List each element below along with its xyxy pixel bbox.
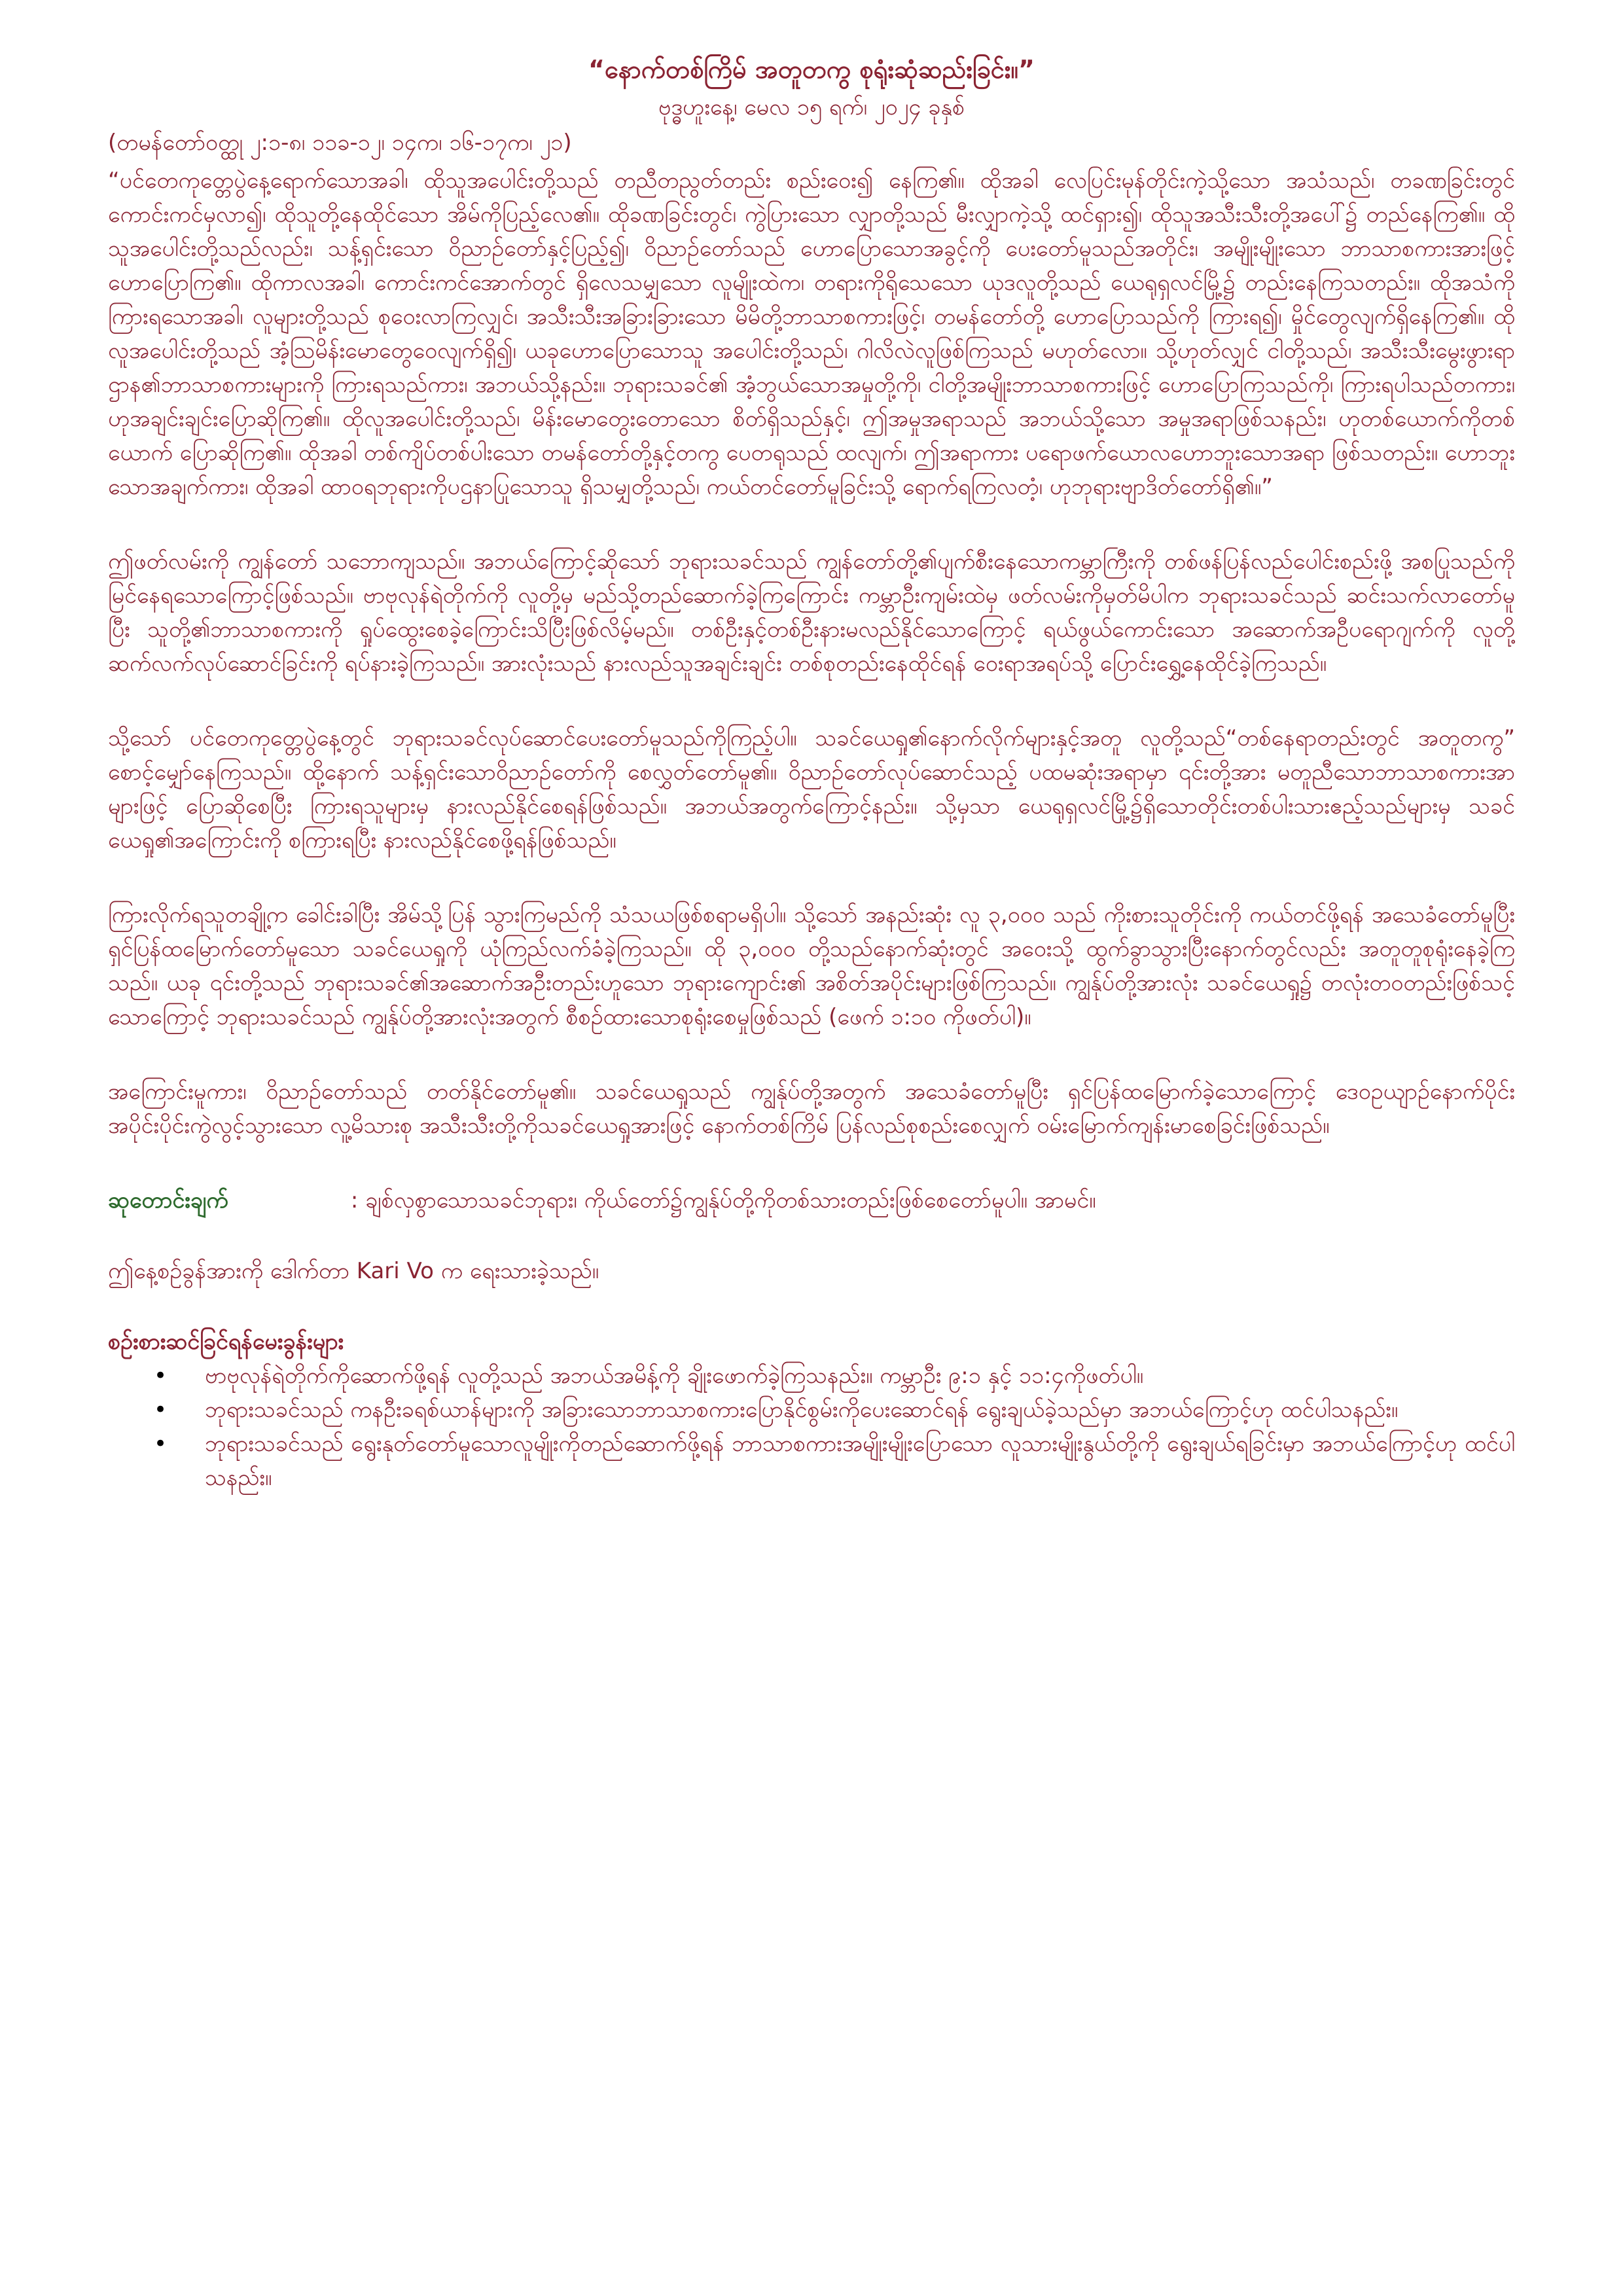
question-text: ဗာဗုလုန်ရဲတိုက်ကိုဆောက်ဖို့ရန် လူတို့သည် အဘယ်အမိန့်ကို ချိုးဖောက်ခဲ့ကြသနည်း။ ကမ္ဘာဦး ၉:၁ နှင့် ၁၁:၄ကိုဖတ်ပါ။ (205, 1363, 1144, 1389)
question-item (154, 1393, 1515, 1427)
prayer-text: : ချစ်လှစွာသောသခင်ဘုရား၊ ကိုယ်တော်၌ကျွန်ုပ်တို့ကိုတစ်သားတည်းဖြစ်စေတော်မူပါ။ အာမင်။ (350, 1187, 1096, 1213)
reflection-paragraph-4: အကြောင်းမူကား၊ ဝိညာဉ်တော်သည် တတ်နိုင်တော်မူ၏။ သခင်ယေရှုသည် ကျွန်ုပ်တို့အတွက် အသေခံတော်မူပြီး ရှင်ပြန်ထမြောက်ခဲ့သောကြောင့် ဒေဝဥယျာဉ်နောက်ပိုင်း အပိုင်းပိုင်းကွဲလွင့်သွားသော လူ့မိသားစု အသီးသီးတို့ကိုသခင်ယေရှုအားဖြင့် နောက်တစ်ကြိမ် ပြန်လည်စုစည်းစေလျှက် ဝမ်းမြောက်ကျန်းမာစေခြင်းဖြစ်သည်။ (108, 1079, 1515, 1139)
bullet-icon: • (154, 1431, 168, 1457)
scripture-quote: “ပင်တေကုတ္တေပွဲနေ့ရောက်သောအခါ၊ ထိုသူအပေါင်းတို့သည် တညီတညွတ်တည်း စည်းဝေး၍ နေကြ၏။ ထိုအခါ လေပြင်းမုန်တိုင်းကဲ့သို့သော အသံသည်၊ တခဏခြင်းတွင် ကောင်းကင်မှလာ၍၊ ထိုသူတို့နေထိုင်သော အိမ်ကိုပြည့်လေ၏။ ထိုခဏခြင်းတွင်၊ ကွဲပြားသော လျှာတို့သည် မီးလျှာကဲ့သို့ ထင်ရှား၍၊ ထိုသူအသီးသီးတို့အပေါ်၌ တည်နေကြ၏။ ထိုသူအပေါင်းတို့သည်လည်း၊ သန့်ရှင်းသော ဝိညာဉ်တော်နှင့်ပြည့်၍၊ ဝိညာဉ်တော်သည် ဟောပြောသောအခွင့်ကို ပေးတော်မူသည်အတိုင်း၊ အမျိုးမျိုးသော ဘာသာစကားအားဖြင့် ဟောပြောကြ၏။ ထိုကာလအခါ၊ ကောင်းကင်အောက်တွင် ရှိလေသမျှသော လူမျိုးထဲက၊ တရားကိုရိုသေသော ယုဒလူတို့သည် ယေရုရှလင်မြို့၌ တည်းနေကြသတည်း။ ထိုအသံကို ကြားရသောအခါ၊ လူများတို့သည် စုဝေးလာကြလျှင်၊ အသီးသီးအခြားခြားသော မိမိတို့ဘာသာစကားဖြင့်၊ တမန်တော်တို့ ဟောပြောသည်ကို ကြားရ၍၊ မှိုင်တွေလျက်ရှိနေကြ၏။ ထိုလူအပေါင်းတို့သည် အံ့သြမိန်းမောတွေဝေလျက်ရှိ၍၊ ယခုဟောပြောသောသူ အပေါင်းတို့သည်၊ ဂါလိလဲလူဖြစ်ကြသည် မဟုတ်လော။ သို့ဟုတ်လျှင် ငါတို့သည်၊ အသီးသီးမွေးဖွားရာဌာန၏ဘာသာစကားများကို ကြားရသည်ကား၊ အဘယ်သို့နည်း။ ဘုရားသခင်၏ အံ့ဘွယ်သောအမှုတို့ကို၊ ငါတို့အမျိုးဘာသာစကားဖြင့် ဟောပြောကြသည်ကို၊ ကြားရပါသည်တကား၊ ဟုအချင်းချင်းပြောဆိုကြ၏။ ထိုလူအပေါင်းတို့သည်၊ မိန်းမောတွေးတောသော စိတ်ရှိသည်နှင့်၊ ဤအမှုအရာသည် အဘယ်သို့သော အမှုအရာဖြစ်သနည်း၊ ဟုတစ်ယောက်ကိုတစ်ယောက် ပြောဆိုကြ၏။ ထိုအခါ တစ်ကျိပ်တစ်ပါးသော တမန်တော်တို့နှင့်တကွ ပေတရုသည် ထလျက်၊ ဤအရာကား ပရောဖက်ယောလဟောဘူးသောအရာ ဖြစ်သတည်း။ ဟောဘူးသောအချက်ကား၊ ထိုအခါ ထာဝရဘုရားကိုပဌနာပြုသောသူ ရှိသမျှတို့သည်၊ ကယ်တင်တော်မူခြင်းသို့ ရောက်ရကြလတံ့၊ ဟုဘုရားဗျာဒိတ်တော်ရှိ၏။” (108, 168, 1515, 500)
bullet-icon: • (154, 1397, 168, 1423)
prayer-label: ဆုတောင်းချက် (108, 1187, 228, 1213)
questions-list (108, 1359, 1515, 1495)
scripture-reference: (တမန်တော်ဝတ္ထု ၂:၁-၈၊ ၁၁ခ-၁၂၊ ၁၄က၊ ၁၆-၁၇က၊ ၂၁) (108, 130, 572, 156)
question-text: ဘုရားသခင်သည် ကနဦးခရစ်ယာန်များကို အခြားသောဘာသာစကားပြောနိုင်စွမ်းကိုပေးဆောင်ရန် ရွေးချယ်ခဲ့သည်မှာ အဘယ်ကြောင့်ဟု ထင်ပါသနည်း။ (205, 1397, 1399, 1423)
prayer-section (108, 1183, 1515, 1217)
reflection-paragraph-1: ဤဖတ်လမ်းကို ကျွန်တော် သဘောကျသည်။ အဘယ်ကြောင့်ဆိုသော် ဘုရားသခင်သည် ကျွန်တော်တို့၏ပျက်စီးနေသောကမ္ဘာကြီးကို တစ်ဖန်ပြန်လည်ပေါင်းစည်းဖို့ အစပြုသည်ကို မြင်နေရသောကြောင့်ဖြစ်သည်။ ဗာဗုလုန်ရဲတိုက်ကို လူတို့မှ မည်သို့တည်ဆောက်ခဲ့ကြကြောင်း ကမ္ဘာဦးကျမ်းထဲမှ ဖတ်လမ်းကိုမှတ်မိပါက ဘုရားသခင်သည် ဆင်းသက်လာတော်မူပြီး သူတို့၏ဘာသာစကားကို ရှုပ်ထွေးစေခဲ့ကြောင်းသိပြီးဖြစ်လိမ့်မည်။ တစ်ဦးနှင့်တစ်ဦးနားမလည်နိုင်သောကြောင့် ရယ်ဖွယ်ကောင်းသော အဆောက်အဦပရောဂျက်ကို လူတို့ဆက်လက်လုပ်ဆောင်ခြင်းကို ရပ်နားခဲ့ကြသည်။ အားလုံးသည် နားလည်သူအချင်းချင်း တစ်စုတည်းနေထိုင်ရန် ဝေးရာအရပ်သို့ ပြောင်းရွှေ့နေထိုင်ခဲ့ကြသည်။ (108, 548, 1515, 677)
questions-heading: စဉ်းစားဆင်ခြင်ရန်မေးခွန်းများ (108, 1329, 344, 1355)
devotion-date: ဗုဒ္ဓဟူးနေ့၊ မေလ ၁၅ ရက်၊ ၂၀၂၄ ခုနှစ် (658, 94, 965, 120)
question-text: ဘုရားသခင်သည် ရွေးနုတ်တော်မူသောလူမျိုးကိုတည်ဆောက်ဖို့ရန် ဘာသာစကားအမျိုးမျိုးပြောသော လူသားမျိုးနွယ်တို့ကို ရွေးချယ်ရခြင်းမှာ အဘယ်ကြောင့်ဟု ထင်ပါသနည်း။ (205, 1431, 1515, 1491)
question-item (154, 1427, 1515, 1495)
bullet-icon: • (154, 1363, 168, 1389)
question-item (154, 1359, 1515, 1393)
author-line: ဤနေ့စဉ်ခွန်အားကို ဒေါက်တာ Kari Vo က ရေးသားခဲ့သည်။ (108, 1258, 599, 1284)
devotion-title: “နောက်တစ်ကြိမ် အတူတကွ စုရုံးဆုံဆည်းခြင်း။” (588, 55, 1035, 84)
reflection-paragraph-2: သို့သော် ပင်တေကုတ္တေပွဲနေ့တွင် ဘုရားသခင်လုပ်ဆောင်ပေးတော်မူသည်ကိုကြည့်ပါ။ သခင်ယေရှု၏နောက်လိုက်များနှင့်အတူ လူတို့သည်“တစ်နေရာတည်းတွင် အတူတကွ” စောင့်မျှော်နေကြသည်။ ထို့နောက် သန့်ရှင်းသောဝိညာဉ်တော်ကို စေလွှတ်တော်မူ၏။ ဝိညာဉ်တော်လုပ်ဆောင်သည့် ပထမဆုံးအရာမှာ ၎င်းတို့အား မတူညီသောဘာသာစကားအာများဖြင့် ပြောဆိုစေပြီး ကြားရသူများမှ နားလည်နိုင်စေရန်ဖြစ်သည်။ အဘယ်အတွက်ကြောင့်နည်း။ သို့မှသာ ယေရုရှလင်မြို့၌ရှိသောတိုင်းတစ်ပါးသားဧည့်သည်များမှ သခင်ယေရှု၏အကြောင်းကို စကြားရပြီး နားလည်နိုင်စေဖို့ရန်ဖြစ်သည်။ (108, 725, 1515, 853)
reflection-paragraph-3: ကြားလိုက်ရသူတချို့က ခေါင်းခါပြီး အိမ်သို့ပြန် သွားကြမည်ကို သံသယဖြစ်စရာမရှိပါ။ သို့သော် အနည်းဆုံး လူ ၃,၀၀၀ သည် ကိုးစားသူတိုင်းကို ကယ်တင်ဖို့ရန် အသေခံတော်မူပြီး ရှင်ပြန်ထမြောက်တော်မူသော သခင်ယေရှုကို ယုံကြည်လက်ခံခဲ့ကြသည်။ ထို ၃,၀၀၀ တို့သည်နောက်ဆုံးတွင် အဝေးသို့ ထွက်ခွာသွားပြီးနောက်တွင်လည်း အတူတူစုရုံးနေခဲ့ကြသည်။ ယခု ၎င်းတို့သည် ဘုရားသခင်၏အဆောက်အဦးတည်းဟူသော ဘုရားကျောင်း၏ အစိတ်အပိုင်းများဖြစ်ကြသည်။ ကျွန်ုပ်တို့အားလုံး သခင်ယေရှု၌ တလုံးတဝတည်းဖြစ်သင့်သောကြောင့် ဘုရားသခင်သည် ကျွန်ုပ်တို့အားလုံးအတွက် စီစဉ်ထားသောစုရုံးစေမှုဖြစ်သည် (ဖေက် ၁:၁၀ ကိုဖတ်ပါ)။ (108, 902, 1515, 1030)
